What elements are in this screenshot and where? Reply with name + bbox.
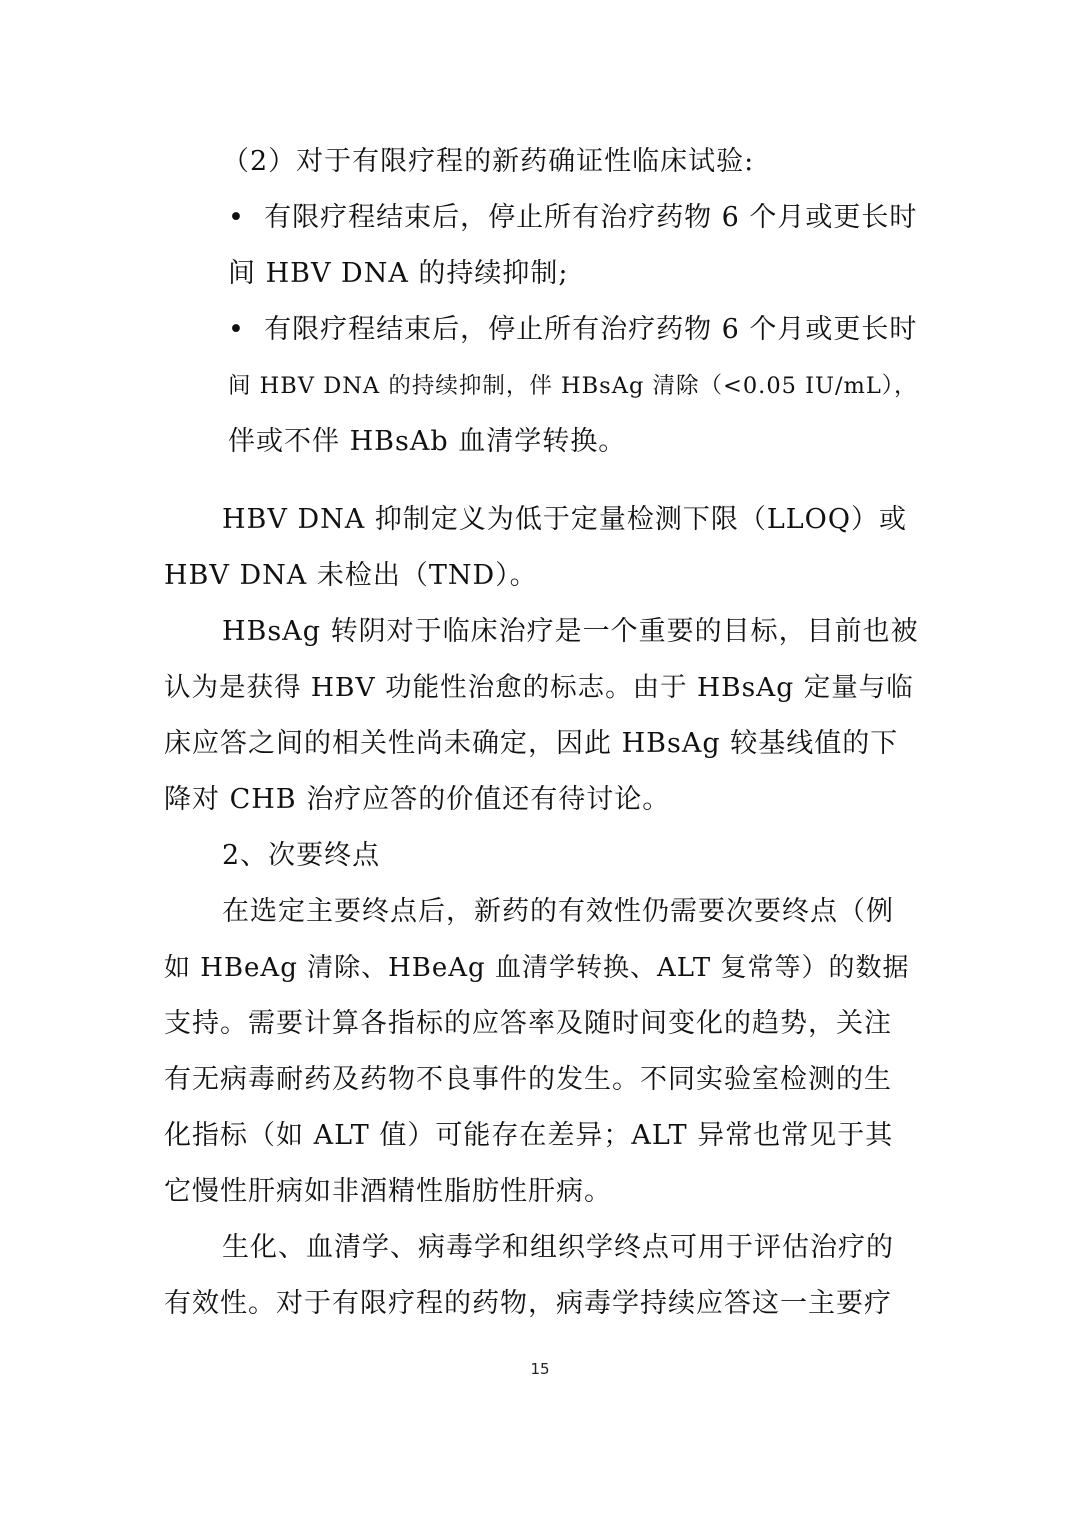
text-line: • 有限疗程结束后，停止所有治疗药物 6 个月或更长时	[228, 202, 918, 233]
text-line: 它慢性肝病如非酒精性脂肪性肝病。	[164, 1176, 612, 1207]
text-line: 间 HBV DNA 的持续抑制;	[228, 258, 569, 289]
text-line: 如 HBeAg 清除、HBeAg 血清学转换、ALT 复常等）的数据	[164, 953, 910, 983]
page-number: 15	[530, 1360, 550, 1378]
text-line: • 有限疗程结束后，停止所有治疗药物 6 个月或更长时	[228, 314, 918, 345]
section-heading: 2、次要终点	[222, 840, 381, 871]
text-line: 在选定主要终点后，新药的有效性仍需要次要终点（例	[222, 896, 894, 927]
text-line: 有效性。对于有限疗程的药物，病毒学持续应答这一主要疗	[164, 1288, 892, 1319]
text-line: 生化、血清学、病毒学和组织学终点可用于评估治疗的	[222, 1232, 894, 1263]
text-line: 降对 CHB 治疗应答的价值还有待讨论。	[164, 784, 671, 815]
text-line: 支持。需要计算各指标的应答率及随时间变化的趋势，关注	[164, 1008, 892, 1039]
text-line: HBV DNA 未检出（TND）。	[164, 560, 538, 591]
text-line: HBsAg 转阴对于临床治疗是一个重要的目标，目前也被	[222, 616, 919, 647]
text-line: 有无病毒耐药及药物不良事件的发生。不同实验室检测的生	[164, 1064, 892, 1095]
text-line: 化指标（如 ALT 值）可能存在差异；ALT 异常也常见于其	[164, 1120, 894, 1151]
text-line: 床应答之间的相关性尚未确定，因此 HBsAg 较基线值的下	[164, 728, 899, 759]
text-line: 间 HBV DNA 的持续抑制，伴 HBsAg 清除（<0.05 IU/mL），	[228, 373, 918, 399]
text-line: 伴或不伴 HBsAb 血清学转换。	[228, 426, 627, 457]
text-line: HBV DNA 抑制定义为低于定量检测下限（LLOQ）或	[222, 504, 907, 535]
text-line: 认为是获得 HBV 功能性治愈的标志。由于 HBsAg 定量与临	[164, 672, 914, 703]
text-line: （2）对于有限疗程的新药确证性临床试验:	[222, 146, 755, 177]
